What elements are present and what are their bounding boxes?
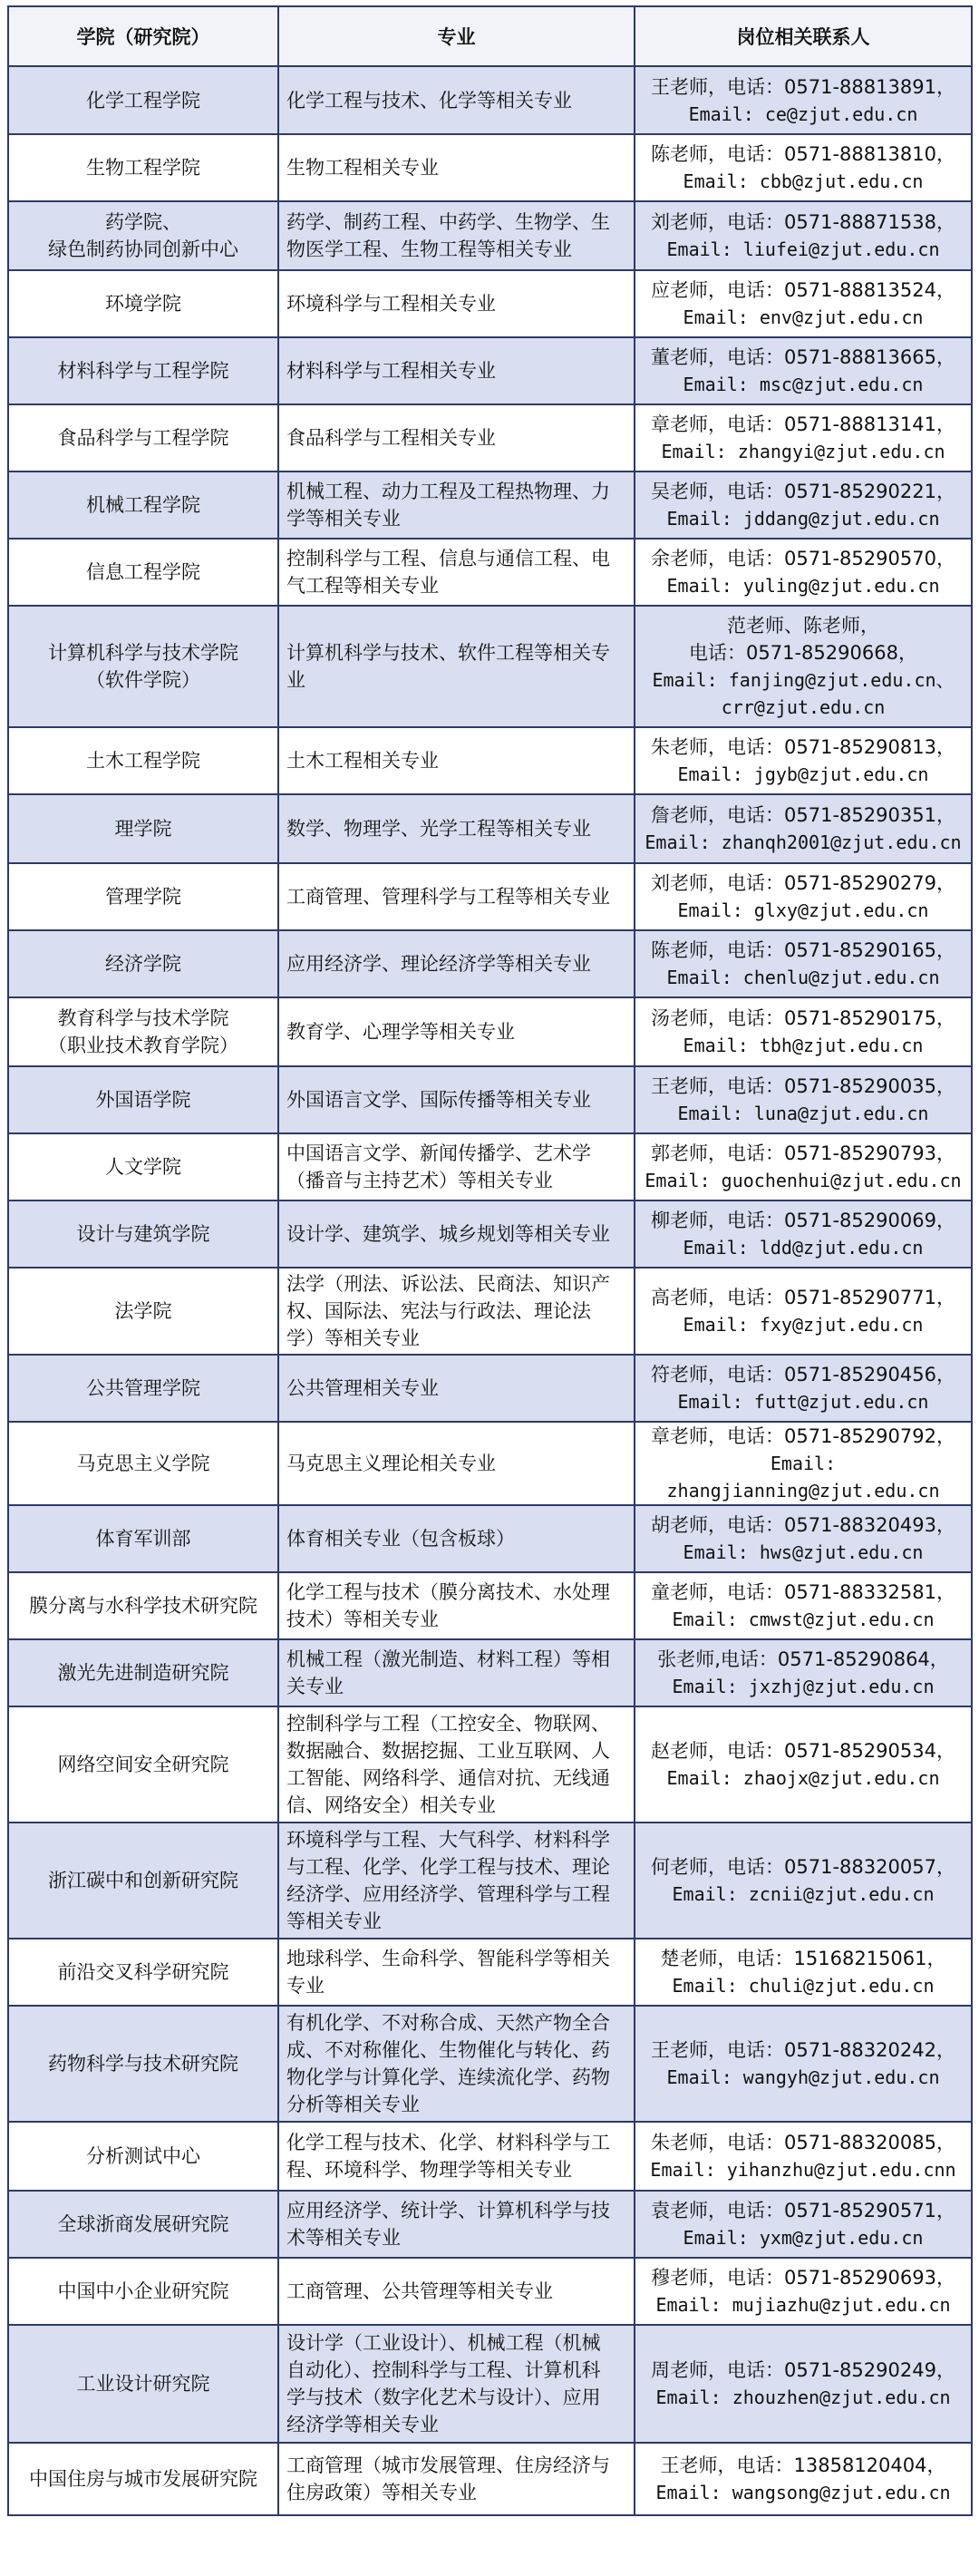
contact-email[interactable]: crr@zjut.edu.cn: [721, 696, 886, 718]
major-cell: [278, 1706, 635, 1823]
college-cell: [8, 1505, 278, 1572]
college-name-line: 机械工程学院: [86, 494, 200, 516]
major-cell: [278, 2443, 635, 2515]
table-row: [8, 794, 972, 863]
contact-person-phone: 郭老师，电话：0571-85290793，: [651, 1142, 955, 1164]
college-name-line: 食品科学与工程学院: [57, 427, 229, 449]
contact-cell: [635, 134, 972, 201]
contact-cell: [635, 337, 972, 404]
major-cell: [278, 863, 635, 930]
contact-cell: [635, 1639, 972, 1706]
contact-cell: [635, 1422, 972, 1505]
major-cell: [278, 539, 635, 606]
contact-email[interactable]: Email: ce@zjut.edu.cn: [688, 102, 918, 125]
major-text-line: 土木工程相关专业: [286, 750, 439, 772]
contact-email[interactable]: Email: zhouzhen@zjut.edu.cn: [655, 2386, 951, 2408]
contact-email[interactable]: Email: yihanzhu@zjut.edu.cnn: [650, 2159, 956, 2181]
contact-email[interactable]: Email: chenlu@zjut.edu.cn: [666, 967, 940, 988]
contact-email[interactable]: Email: mujiazhu@zjut.edu.cn: [655, 2294, 951, 2316]
major-text-line: 机械工程（激光制造、材料工程）等相: [286, 1648, 610, 1670]
contact-cell: [635, 2443, 972, 2515]
contact-cell: [635, 930, 972, 997]
college-cell: [8, 1268, 278, 1355]
major-text-line: 学）等相关专业: [286, 1327, 420, 1349]
major-text-line: 有机化学、不对称合成、天然产物全合: [286, 2012, 610, 2034]
contact-person-phone: 余老师，电话：0571-85290570，: [651, 548, 955, 569]
contact-person-phone: 陈老师，电话：0571-88813810，: [651, 143, 955, 165]
table-header-row: [8, 6, 972, 66]
major-text-line: 成、不对称催化、生物催化与转化、药: [286, 2039, 610, 2061]
major-cell: [278, 2006, 635, 2122]
table-row: [8, 1639, 972, 1706]
recruitment-table-container: [7, 5, 971, 2516]
contact-cell: [635, 201, 972, 270]
table-row: [8, 2191, 972, 2258]
contact-person-phone: 应老师，电话：0571-88813524，: [651, 279, 955, 301]
table-row: [8, 1572, 972, 1639]
major-cell: [278, 66, 635, 134]
major-cell: [278, 1572, 635, 1639]
contact-person-phone: 陈老师，电话：0571-85290165，: [651, 939, 955, 961]
college-name-line: 化学工程学院: [86, 89, 200, 112]
major-text-line: 食品科学与工程相关专业: [286, 427, 496, 449]
table-row: [8, 2325, 972, 2443]
college-cell: [8, 1201, 278, 1268]
contact-email[interactable]: Email: cmwst@zjut.edu.cn: [672, 1609, 935, 1630]
major-text-line: 分析等相关专业: [286, 2094, 420, 2115]
contact-person-phone: 张老师,电话：0571-85290864，: [657, 1648, 949, 1670]
college-cell: [8, 1939, 278, 2006]
college-name-line: 设计与建筑学院: [76, 1223, 210, 1245]
college-cell: [8, 997, 278, 1066]
major-text-line: 设计学（工业设计）、机械工程（机械: [286, 2332, 601, 2354]
contact-person-phone: 童老师，电话：0571-88332581，: [651, 1581, 955, 1603]
major-text-line: 设计学、建筑学、城乡规划等相关专业: [286, 1223, 610, 1245]
table-body: [8, 66, 972, 2515]
table-row: [8, 1133, 972, 1201]
contact-person-phone: 周老师，电话：0571-85290249，: [651, 2359, 955, 2381]
contact-email[interactable]: Email: jgyb@zjut.edu.cn: [677, 763, 929, 785]
major-cell: [278, 134, 635, 201]
major-text-line: 自动化）、控制科学与工程、计算机科: [286, 2359, 601, 2381]
major-text-line: 物化学与计算化学、连续流化学、药物: [286, 2066, 610, 2088]
college-cell: [8, 539, 278, 606]
college-cell: [8, 2443, 278, 2515]
header-major: 专业: [278, 6, 635, 66]
college-name-line: 浙江碳中和创新研究院: [48, 1870, 238, 1891]
major-text-line: 工商管理（城市发展管理、住房经济与: [286, 2454, 610, 2476]
contact-cell: [635, 863, 972, 930]
contact-cell: [635, 1706, 972, 1823]
major-text-line: 权、国际法、宪法与行政法、理论法: [286, 1300, 591, 1322]
contact-email[interactable]: Email: fanjing@zjut.edu.cn、: [652, 669, 955, 691]
college-name-line: 土木工程学院: [86, 750, 200, 772]
major-text-line: 等相关专业: [286, 1910, 382, 1932]
college-name-line: 工业设计研究院: [76, 2373, 210, 2395]
college-cell: [8, 404, 278, 471]
table-row: [8, 997, 972, 1066]
major-text-line: 体育相关专业（包含板球）: [286, 1528, 515, 1550]
contact-person-phone: 王老师，电话：0571-85290035，: [651, 1075, 955, 1097]
major-text-line: 化学工程与技术、化学等相关专业: [286, 89, 572, 112]
table-row: [8, 1505, 972, 1572]
major-text-line: 药学、制药工程、中药学、生物学、生: [286, 211, 610, 233]
contact-email[interactable]: Email: futt@zjut.edu.cn: [677, 1391, 929, 1413]
contact-person-phone: 刘老师，电话：0571-85290279，: [651, 872, 955, 894]
contact-email[interactable]: Email: zhangyi@zjut.edu.cn: [661, 441, 945, 462]
major-text-line: 程、环境科学、物理学等相关专业: [286, 2159, 572, 2181]
major-cell: [278, 1066, 635, 1133]
contact-cell: [635, 997, 972, 1066]
college-cell: [8, 1706, 278, 1823]
major-cell: [278, 2122, 635, 2191]
college-name-line: 绿色制药协同创新中心: [48, 238, 238, 260]
major-text-line: 中国语言文学、新闻传播学、艺术学: [286, 1142, 591, 1164]
contact-person-phone: 符老师，电话：0571-85290456，: [651, 1364, 955, 1385]
college-cell: [8, 471, 278, 539]
table-row: [8, 66, 972, 134]
table-row: [8, 863, 972, 930]
major-cell: [278, 930, 635, 997]
contact-cell: [635, 2122, 972, 2191]
major-text-line: 专业: [286, 1975, 325, 1997]
major-cell: [278, 201, 635, 270]
major-cell: [278, 1505, 635, 1572]
college-cell: [8, 2258, 278, 2325]
major-text-line: 关专业: [286, 1676, 344, 1697]
major-text-line: （播音与主持艺术）等相关专业: [286, 1170, 553, 1191]
contact-person-phone: 何老师，电话：0571-88320057，: [651, 1856, 955, 1878]
college-cell: [8, 1066, 278, 1133]
major-cell: [278, 1268, 635, 1355]
contact-email[interactable]: Email: yuling@zjut.edu.cn: [666, 575, 940, 597]
table-row: [8, 1422, 972, 1505]
contact-email[interactable]: Email: liufei@zjut.edu.cn: [666, 238, 940, 260]
contact-email[interactable]: Email: ldd@zjut.edu.cn: [683, 1237, 924, 1259]
major-cell: [278, 1422, 635, 1505]
contact-email[interactable]: Email: fxy@zjut.edu.cn: [683, 1314, 924, 1336]
major-text-line: 气工程等相关专业: [286, 575, 439, 597]
major-cell: [278, 404, 635, 471]
college-cell: [8, 66, 278, 134]
college-cell: [8, 337, 278, 404]
contact-person-phone: 穆老师，电话：0571-85290693，: [651, 2267, 955, 2289]
table-row: [8, 2258, 972, 2325]
major-cell: [278, 727, 635, 794]
contact-cell: [635, 2258, 972, 2325]
college-name-line: 中国中小企业研究院: [57, 2280, 229, 2302]
contact-email[interactable]: Email: zcnii@zjut.edu.cn: [672, 1883, 935, 1905]
contact-email[interactable]: Email: hws@zjut.edu.cn: [683, 1541, 924, 1563]
major-text-line: 机械工程、动力工程及工程热物理、力: [286, 481, 610, 502]
college-name-line: 公共管理学院: [86, 1377, 200, 1399]
contact-person-phone: 朱老师，电话：0571-85290813，: [651, 736, 955, 758]
major-text-line: 外国语言文学、国际传播等相关专业: [286, 1089, 591, 1111]
college-cell: [8, 1572, 278, 1639]
major-text-line: 技术）等相关专业: [286, 1609, 439, 1630]
college-cell: [8, 1639, 278, 1706]
college-cell: [8, 270, 278, 337]
college-name-line: 生物工程学院: [86, 157, 200, 179]
major-text-line: 经济学、应用经济学、管理科学与工程: [286, 1883, 610, 1905]
college-cell: [8, 1133, 278, 1201]
table-row: [8, 337, 972, 404]
major-text-line: 应用经济学、理论经济学等相关专业: [286, 953, 591, 975]
major-text-line: 计算机科学与技术、软件工程等相关专: [286, 642, 610, 664]
table-row: [8, 930, 972, 997]
contact-email[interactable]: Email: zhanqh2001@zjut.edu.cn: [645, 831, 962, 853]
contact-person-phone: 詹老师，电话：0571-85290351，: [651, 804, 955, 826]
table-row: [8, 1823, 972, 1939]
college-cell: [8, 794, 278, 863]
college-cell: [8, 2325, 278, 2443]
major-cell: [278, 471, 635, 539]
contact-email[interactable]: Email: guochenhui@zjut.edu.cn: [645, 1170, 962, 1191]
college-cell: [8, 2122, 278, 2191]
major-text-line: 学与技术（数字化艺术与设计）、应用: [286, 2386, 601, 2408]
contact-cell: [635, 1201, 972, 1268]
header-contact: 岗位相关联系人: [635, 6, 972, 66]
table-row: [8, 1268, 972, 1355]
table-row: [8, 727, 972, 794]
college-name-line: 体育军训部: [95, 1528, 191, 1550]
contact-cell: [635, 1939, 972, 2006]
contact-person-phone: 王老师，电话：13858120404，: [660, 2454, 946, 2476]
major-text-line: 业: [286, 669, 305, 691]
contact-email[interactable]: Email: cbb@zjut.edu.cn: [683, 170, 924, 192]
contact-email[interactable]: Email: luna@zjut.edu.cn: [677, 1103, 929, 1124]
contact-person-phone: 胡老师，电话：0571-88320493，: [651, 1514, 955, 1536]
contact-person-phone: 楚老师，电话：15168215061，: [660, 1948, 946, 1969]
table-row: [8, 1066, 972, 1133]
major-text-line: 与工程、化学、化学工程与技术、理论: [286, 1856, 610, 1878]
contact-person-phone: 高老师，电话：0571-85290771，: [651, 1287, 955, 1308]
college-name-line: 材料科学与工程学院: [57, 360, 229, 382]
major-text-line: 公共管理相关专业: [286, 1377, 439, 1399]
contact-email[interactable]: Email: wangsong@zjut.edu.cn: [655, 2482, 951, 2503]
contact-cell: [635, 606, 972, 727]
table-row: [8, 606, 972, 727]
college-name-line: 前沿交叉科学研究院: [57, 1961, 229, 1983]
major-cell: [278, 1355, 635, 1422]
contact-email[interactable]: Email: msc@zjut.edu.cn: [683, 374, 924, 395]
college-cell: [8, 1355, 278, 1422]
college-cell: [8, 1823, 278, 1939]
contact-cell: [635, 1066, 972, 1133]
major-cell: [278, 1823, 635, 1939]
contact-cell: [635, 1268, 972, 1355]
major-text-line: 物医学工程、生物工程等相关专业: [286, 238, 572, 260]
contact-cell: [635, 1133, 972, 1201]
major-text-line: 材料科学与工程相关专业: [286, 360, 496, 382]
major-text-line: 工商管理、公共管理等相关专业: [286, 2280, 553, 2302]
contact-cell: [635, 471, 972, 539]
major-cell: [278, 997, 635, 1066]
college-name-line: 膜分离与水科学技术研究院: [29, 1595, 257, 1617]
major-cell: [278, 2258, 635, 2325]
major-text-line: 住房政策）等相关专业: [286, 2482, 477, 2503]
contact-cell: [635, 794, 972, 863]
table-row: [8, 2443, 972, 2515]
college-name-line: （职业技术教育学院）: [48, 1035, 238, 1056]
table-row: [8, 1706, 972, 1823]
college-cell: [8, 863, 278, 930]
college-name-line: 法学院: [114, 1300, 172, 1322]
contact-person-phone: 章老师，电话：0571-88813141，: [651, 413, 955, 435]
major-text-line: 工商管理、管理科学与工程等相关专业: [286, 886, 610, 908]
major-text-line: 学等相关专业: [286, 508, 401, 530]
college-name-line: 经济学院: [105, 953, 181, 975]
major-cell: [278, 1939, 635, 2006]
contact-cell: [635, 1505, 972, 1572]
contact-person-phone: 袁老师，电话：0571-85290571，: [651, 2200, 955, 2221]
contact-cell: [635, 1823, 972, 1939]
contact-email[interactable]: Email: jddang@zjut.edu.cn: [666, 508, 940, 530]
major-text-line: 控制科学与工程、信息与通信工程、电: [286, 548, 610, 569]
contact-cell: [635, 539, 972, 606]
college-name-line: 管理学院: [105, 886, 181, 908]
table-row: [8, 1939, 972, 2006]
contact-email[interactable]: Email: env@zjut.edu.cn: [683, 306, 924, 328]
contact-cell: [635, 2325, 972, 2443]
major-text-line: 数学、物理学、光学工程等相关专业: [286, 818, 591, 840]
college-name-line: 全球浙商发展研究院: [57, 2213, 229, 2235]
college-cell: [8, 1422, 278, 1505]
contact-cell: [635, 66, 972, 134]
college-cell: [8, 201, 278, 270]
college-cell: [8, 2006, 278, 2122]
college-name-line: 人文学院: [105, 1156, 181, 1178]
contact-person-phone: 章老师，电话：0571-85290792，: [651, 1425, 955, 1447]
major-text-line: 化学工程与技术（膜分离技术、水处理: [286, 1581, 610, 1603]
contact-person-phone: 范老师、陈老师，: [727, 615, 879, 637]
contact-table: [7, 5, 973, 2516]
major-cell: [278, 1639, 635, 1706]
contact-person-phone: 吴老师，电话：0571-85290221，: [651, 481, 955, 502]
college-cell: [8, 2191, 278, 2258]
major-cell: [278, 794, 635, 863]
college-name-line: 药学院、: [105, 211, 181, 233]
major-cell: [278, 2191, 635, 2258]
contact-person-phone: 朱老师，电话：0571-88320085，: [651, 2132, 955, 2153]
major-text-line: 化学工程与技术、化学、材料科学与工: [286, 2132, 610, 2153]
contact-cell: [635, 1355, 972, 1422]
table-row: [8, 539, 972, 606]
college-cell: [8, 930, 278, 997]
major-text-line: 工智能、网络科学、通信对抗、无线通: [286, 1767, 610, 1789]
major-text-line: 马克思主义理论相关专业: [286, 1453, 496, 1474]
college-name-line: 教育科学与技术学院: [57, 1007, 229, 1029]
major-text-line: 信、网络安全）相关专业: [286, 1794, 496, 1816]
contact-person-phone: 刘老师，电话：0571-88871538，: [651, 211, 955, 233]
college-cell: [8, 606, 278, 727]
major-text-line: 生物工程相关专业: [286, 157, 439, 179]
college-name-line: 网络空间安全研究院: [57, 1754, 229, 1775]
college-name-line: 信息工程学院: [86, 561, 200, 583]
table-row: [8, 2122, 972, 2191]
contact-email[interactable]: Email: yxm@zjut.edu.cn: [683, 2227, 924, 2249]
major-text-line: 经济学等相关专业: [286, 2414, 439, 2435]
college-cell: [8, 134, 278, 201]
college-name-line: 分析测试中心: [86, 2145, 200, 2167]
contact-cell: [635, 727, 972, 794]
contact-person-phone: 王老师，电话：0571-88320242，: [651, 2039, 955, 2061]
table-row: [8, 270, 972, 337]
college-name-line: 理学院: [114, 818, 172, 840]
major-cell: [278, 337, 635, 404]
table-row: [8, 201, 972, 270]
contact-person-phone: 董老师，电话：0571-88813665，: [651, 346, 955, 368]
contact-email[interactable]: Email: chuli@zjut.edu.cn: [672, 1975, 935, 1997]
contact-email[interactable]: Email: glxy@zjut.edu.cn: [677, 899, 929, 921]
contact-person-phone: 汤老师，电话：0571-85290175，: [651, 1007, 955, 1029]
contact-cell: [635, 404, 972, 471]
contact-person-phone: 王老师，电话：0571-88813891，: [651, 75, 955, 98]
major-text-line: 环境科学与工程相关专业: [286, 293, 496, 315]
major-cell: [278, 606, 635, 727]
college-name-line: （软件学院）: [86, 669, 200, 691]
contact-email[interactable]: Email: zhangjianning@zjut.edu.cn: [666, 1453, 940, 1502]
major-text-line: 环境科学与工程、大气科学、材料科学: [286, 1829, 610, 1851]
major-text-line: 地球科学、生命科学、智能科学等相关: [286, 1948, 610, 1969]
contact-cell: [635, 270, 972, 337]
major-cell: [278, 1201, 635, 1268]
contact-person-phone: 电话：0571-85290668，: [689, 642, 917, 664]
table-row: [8, 134, 972, 201]
major-cell: [278, 1133, 635, 1201]
major-text-line: 教育学、心理学等相关专业: [286, 1021, 515, 1043]
table-row: [8, 2006, 972, 2122]
major-text-line: 控制科学与工程（工控安全、物联网、: [286, 1713, 610, 1735]
college-name-line: 药物科学与技术研究院: [48, 2053, 238, 2075]
major-text-line: 数据融合、数据挖掘、工业互联网、人: [286, 1740, 610, 1762]
table-row: [8, 1355, 972, 1422]
table-row: [8, 404, 972, 471]
college-name-line: 外国语学院: [95, 1089, 191, 1111]
major-cell: [278, 270, 635, 337]
major-cell: [278, 2325, 635, 2443]
contact-cell: [635, 1572, 972, 1639]
college-name-line: 激光先进制造研究院: [57, 1662, 229, 1684]
college-cell: [8, 727, 278, 794]
college-name-line: 中国住房与城市发展研究院: [29, 2468, 257, 2490]
contact-email[interactable]: Email: zhaojx@zjut.edu.cn: [666, 1767, 940, 1789]
contact-person-phone: 赵老师，电话：0571-85290534，: [651, 1740, 955, 1762]
major-text-line: 应用经济学、统计学、计算机科学与技: [286, 2200, 610, 2221]
contact-cell: [635, 2191, 972, 2258]
college-name-line: 马克思主义学院: [76, 1453, 210, 1474]
college-name-line: 环境学院: [105, 293, 181, 315]
contact-person-phone: 柳老师，电话：0571-85290069，: [651, 1210, 955, 1231]
table-row: [8, 471, 972, 539]
header-college: 学院（研究院）: [8, 6, 278, 66]
college-name-line: 计算机科学与技术学院: [48, 642, 238, 664]
major-text-line: 法学（刑法、诉讼法、民商法、知识产: [286, 1273, 610, 1295]
contact-cell: [635, 2006, 972, 2122]
contact-email[interactable]: Email: wangyh@zjut.edu.cn: [666, 2066, 940, 2088]
table-row: [8, 1201, 972, 1268]
contact-email[interactable]: Email: tbh@zjut.edu.cn: [683, 1035, 924, 1056]
major-text-line: 术等相关专业: [286, 2227, 401, 2249]
contact-email[interactable]: Email: jxzhj@zjut.edu.cn: [672, 1676, 935, 1697]
